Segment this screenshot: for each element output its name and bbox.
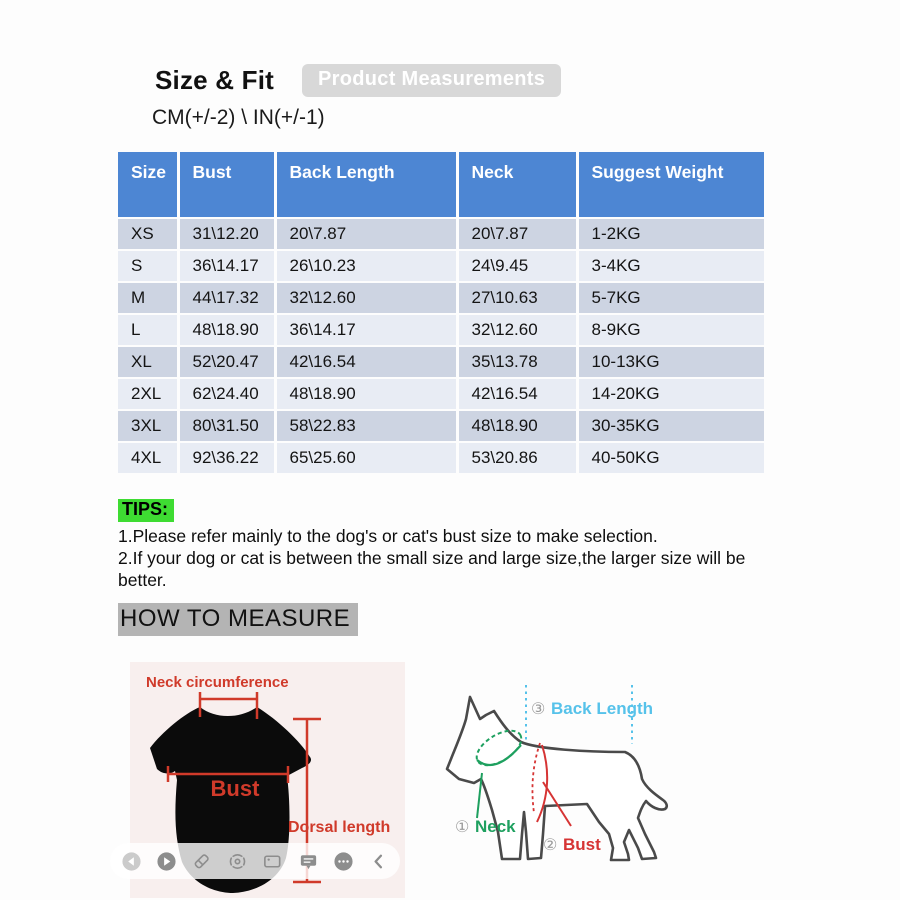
cell-bust: 31\12.20: [178, 218, 275, 250]
col-header-suggest-weight: Suggest Weight: [577, 152, 764, 218]
tip-line-2: 2.If your dog or cat is between the small size and large size,the larger size will be better.: [118, 548, 746, 590]
col-header-neck: Neck: [457, 152, 577, 218]
cell-bust: 62\24.40: [178, 378, 275, 410]
cell-back-length: 32\12.60: [275, 282, 457, 314]
how-to-measure-heading: HOW TO MEASURE: [118, 603, 358, 636]
cell-weight: 3-4KG: [577, 250, 764, 282]
col-header-back-length: Back Length: [275, 152, 457, 218]
tips-text: [118, 525, 762, 591]
unit-note: CM(+/-2) \ IN(+/-1): [152, 106, 325, 129]
table-row: [118, 282, 764, 314]
dog-bust-label: Bust: [563, 835, 601, 854]
cell-neck: 35\13.78: [457, 346, 577, 378]
cell-size: M: [118, 282, 178, 314]
bust-number: ②: [543, 837, 558, 854]
cell-neck: 48\18.90: [457, 410, 577, 442]
previous-icon[interactable]: [120, 850, 142, 872]
cell-back-length: 58\22.83: [275, 410, 457, 442]
cell-weight: 1-2KG: [577, 218, 764, 250]
shirt-bust-label: Bust: [210, 776, 260, 801]
cell-back-length: 20\7.87: [275, 218, 457, 250]
cell-neck: 32\12.60: [457, 314, 577, 346]
dog-measure-figure: [425, 682, 715, 897]
cell-bust: 92\36.22: [178, 442, 275, 474]
cell-size: XL: [118, 346, 178, 378]
collapse-chevron-icon[interactable]: [368, 850, 390, 872]
cell-neck: 53\20.86: [457, 442, 577, 474]
cell-back-length: 48\18.90: [275, 378, 457, 410]
cell-neck: 27\10.63: [457, 282, 577, 314]
tip-line-1: 1.Please refer mainly to the dog's or cat's bust size to make selection.: [118, 526, 658, 546]
screenshot-icon[interactable]: [262, 850, 284, 872]
cell-back-length: 65\25.60: [275, 442, 457, 474]
edit-icon[interactable]: [191, 850, 213, 872]
cell-bust: 80\31.50: [178, 410, 275, 442]
shirt-neck-label: Neck circumference: [146, 674, 289, 691]
media-toolbar: [110, 843, 400, 879]
size-table: [118, 152, 764, 475]
cell-bust: 36\14.17: [178, 250, 275, 282]
table-row: [118, 442, 764, 474]
cell-weight: 14-20KG: [577, 378, 764, 410]
comment-icon[interactable]: [297, 850, 319, 872]
cell-bust: 48\18.90: [178, 314, 275, 346]
shirt-dorsal-label: Dorsal length: [288, 819, 391, 836]
table-row: [118, 410, 764, 442]
dog-neck-label: Neck: [475, 817, 516, 836]
size-table-header-row: [118, 152, 764, 218]
back-length-number: ③: [531, 701, 546, 718]
table-row: [118, 346, 764, 378]
cell-weight: 40-50KG: [577, 442, 764, 474]
cell-weight: 30-35KG: [577, 410, 764, 442]
cell-back-length: 36\14.17: [275, 314, 457, 346]
rotate-view-icon[interactable]: [226, 850, 248, 872]
cell-bust: 52\20.47: [178, 346, 275, 378]
product-measurements-badge: Product Measurements: [302, 64, 561, 97]
cell-weight: 10-13KG: [577, 346, 764, 378]
cell-neck: 24\9.45: [457, 250, 577, 282]
cell-neck: 42\16.54: [457, 378, 577, 410]
section-header: [155, 64, 561, 97]
tips-label: TIPS:: [118, 499, 174, 522]
table-row: [118, 250, 764, 282]
col-header-bust: Bust: [178, 152, 275, 218]
col-header-size: Size: [118, 152, 178, 218]
page-title: Size & Fit: [155, 65, 275, 95]
table-row: [118, 218, 764, 250]
cell-back-length: 26\10.23: [275, 250, 457, 282]
cell-neck: 20\7.87: [457, 218, 577, 250]
more-icon[interactable]: [333, 850, 355, 872]
cell-bust: 44\17.32: [178, 282, 275, 314]
table-row: [118, 314, 764, 346]
cell-weight: 5-7KG: [577, 282, 764, 314]
play-icon[interactable]: [155, 850, 177, 872]
cell-size: L: [118, 314, 178, 346]
cell-back-length: 42\16.54: [275, 346, 457, 378]
cell-size: 4XL: [118, 442, 178, 474]
neck-number: ①: [455, 819, 470, 836]
dog-back-length-label: Back Length: [551, 699, 654, 718]
cell-size: XS: [118, 218, 178, 250]
cell-size: S: [118, 250, 178, 282]
cell-weight: 8-9KG: [577, 314, 764, 346]
dog-diagram: [425, 682, 715, 897]
cell-size: 3XL: [118, 410, 178, 442]
cell-size: 2XL: [118, 378, 178, 410]
table-row: [118, 378, 764, 410]
